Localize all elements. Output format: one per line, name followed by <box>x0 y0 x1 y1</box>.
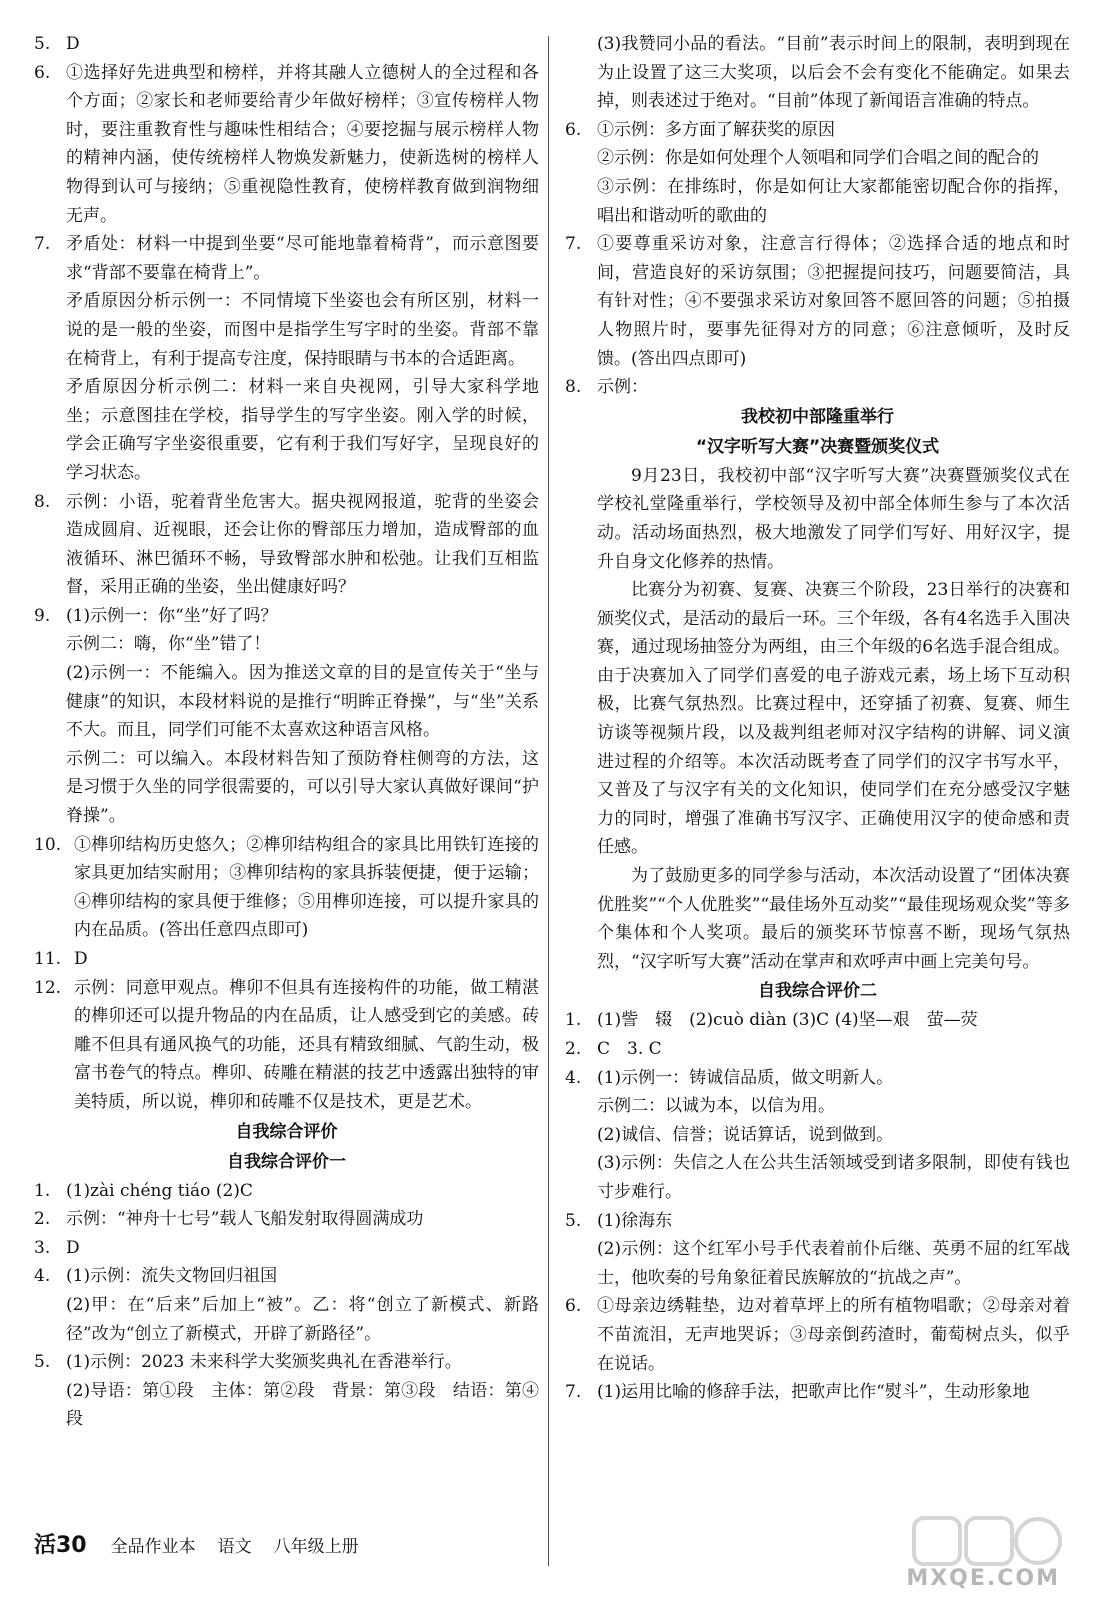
answer-text: 示例： <box>597 377 648 398</box>
section-heading: “汉字听写大赛”决赛暨颁奖仪式 <box>695 436 940 457</box>
answer-text: 9月23日，我校初中部“汉字听写大赛”决赛暨颁奖仪式在学校礼堂隆重举行，学校领导及初中部全体师生参与了本次活动。活动场面热烈，极大地激发了同学们写好、用好汉字，提升自身文化修养的热情。 <box>597 465 1070 572</box>
item-number: 7. <box>565 1382 582 1403</box>
answer-text: 矛盾处：材料一中提到坐要“尽可能地靠着椅背”，而示意图要求“背部不要靠在椅背上”。 <box>66 234 539 283</box>
answer-text: (2)导语：第①段 主体：第②段 背景：第③段 结语：第④段 <box>66 1380 539 1430</box>
item-number: 4. <box>565 1067 582 1088</box>
answer-text: (1)徐海东 <box>597 1210 673 1231</box>
item-number: 1. <box>565 1010 582 1031</box>
answer-text: ①榫卯结构历史悠久；②榫卯结构组合的家具比用铁钉连接的家具更加结实耐用；③榫卯结构的家具拆装便捷，便于运输；④榫卯结构的家具便于维修；⑤用榫卯连接，可以提升家具的内在品质。(答出任意四点即可) <box>74 834 539 941</box>
answer-text: C 3. C <box>597 1039 662 1059</box>
item-number: 4. <box>34 1266 51 1287</box>
answer-item <box>565 373 1070 402</box>
item-number: 12. <box>34 977 62 998</box>
answer-item <box>34 1234 539 1263</box>
answer-item <box>34 945 539 974</box>
answer-item <box>565 1207 1070 1293</box>
answer-item <box>34 602 539 831</box>
answer-text: D <box>74 949 88 969</box>
subject-label: 语文 <box>217 1537 252 1557</box>
answer-text: (1)示例：2023 未来科学大奖颁奖典礼在香港举行。 <box>66 1352 462 1373</box>
answer-text: ③示例：在排练时，你是如何让大家都能密切配合你的指挥，唱出和谐动听的歌曲的 <box>597 176 1070 226</box>
answer-text: 示例二：嗨，你“坐”错了！ <box>66 634 271 655</box>
item-number: 8. <box>565 377 582 398</box>
answer-text: 示例：“神舟十七号”载人飞船发射取得圆满成功 <box>66 1209 424 1230</box>
answer-text: 矛盾原因分析示例二：材料一来自央视网，引导大家科学地坐；示意图挂在学校，指导学生的写字坐姿。刚入学的时候，学会正确写字坐姿很重要，它有利于我们写好字，呈现良好的学习状态。 <box>66 377 539 483</box>
section-heading: 自我综合评价一 <box>227 1151 346 1172</box>
answer-text: (2)示例一：不能编入。因为推送文章的目的是宣传关于“坐与健康”的知识，本段材料说的是推行“明眸正脊操”，与“坐”关系不大。而且，同学们可能不太喜欢这种语言风格。 <box>66 663 539 741</box>
answer-text: 矛盾原因分析示例一：不同情境下坐姿也会有所区别，材料一说的是一般的坐姿，而图中是指学生写字时的坐姿。背部不靠在椅背上，有利于提高专注度，保持眼睛与书本的合适距离。 <box>66 291 539 369</box>
answer-item <box>565 1064 1070 1207</box>
page-footer <box>34 1528 381 1559</box>
answer-text: (2)示例：这个红军小号手代表着前仆后继、英勇不屈的红军战士，他吹奏的号角象征着民族解放的“抗战之声”。 <box>597 1239 1070 1288</box>
answer-text: ②示例：你是如何处理个人领唱和同学们合唱之间的配合的 <box>597 148 1039 169</box>
left-column <box>34 30 539 1434</box>
item-number: 6. <box>565 1296 582 1317</box>
answer-item <box>34 974 539 1117</box>
answer-text: (3)我赞同小品的看法。“目前”表示时间上的限制，表明到现在为止设置了这三大奖项，以后会不会有变化不能确定。如果去掉，则表述过于绝对。“目前”体现了新闻语言准确的特点。 <box>597 34 1070 112</box>
item-number: 9. <box>34 605 51 626</box>
item-number: 5. <box>565 1210 582 1231</box>
item-number: 5. <box>34 1352 51 1373</box>
answer-item <box>34 1262 539 1348</box>
item-number <box>565 462 597 977</box>
item-number: 7. <box>565 234 582 255</box>
item-number: 6. <box>34 62 51 83</box>
answer-text: (1)示例一：铸诚信品质，做文明新人。 <box>597 1067 894 1088</box>
answer-text: ①母亲边绣鞋垫，边对着草坪上的所有植物唱歌；②母亲对着不苗流泪，无声地哭诉；③母亲倒药渣时，葡萄树点头，似乎在说话。 <box>597 1296 1070 1374</box>
item-number: 2. <box>565 1039 582 1059</box>
answer-text: 示例二：以诚为本，以信为用。 <box>597 1096 835 1117</box>
grade-label: 八年级上册 <box>273 1537 359 1557</box>
answer-item <box>34 30 539 59</box>
answer-item <box>34 1348 539 1434</box>
item-number: 6. <box>565 119 582 140</box>
answer-text: ①示例：多方面了解获奖的原因 <box>597 119 835 140</box>
answer-text: (1)示例一：你“坐”好了吗？ <box>66 605 278 626</box>
item-number: 11. <box>34 949 62 969</box>
answer-item <box>565 1006 1070 1035</box>
item-number: 5. <box>34 34 51 54</box>
answer-text: (1)示例：流失文物回归祖国 <box>66 1266 278 1287</box>
item-number: 2. <box>34 1209 51 1230</box>
column-divider <box>548 36 549 1566</box>
answer-text: (1)zài chéng tiáo (2)C <box>66 1180 253 1201</box>
answer-item <box>565 1292 1070 1378</box>
answer-item <box>565 30 1070 116</box>
answer-text: (2)诚信、信誉；说话算话，说到做到。 <box>597 1124 894 1145</box>
answer-item <box>34 488 539 602</box>
answer-text: (1)訾 辍 (2)cuò diàn (3)C (4)坚—艰 萤—荧 <box>597 1010 978 1031</box>
answer-item <box>34 1177 539 1206</box>
section-heading: 自我综合评价二 <box>758 981 877 1002</box>
answer-item <box>34 230 539 487</box>
answer-item <box>565 1035 1070 1064</box>
answer-text: 示例：同意甲观点。榫卯不但具有连接构件的功能，做工精湛的榫卯还可以提升物品的内在品质，让人感受到它的美感。砖雕不但具有通风换气的功能，还具有精致细腻、气韵生动，极富书卷气的特点。榫卯、砖雕在精湛的技艺中透露出独特的审美特质，所以说，榫卯和砖雕不仅是技术，更是艺术。 <box>74 977 539 1112</box>
answer-item <box>565 116 1070 230</box>
answer-text: 示例二：可以编入。本段材料告知了预防脊柱侧弯的方法，这是习惯于久坐的同学很需要的，可以引导大家认真做好课间“护脊操”。 <box>66 748 539 827</box>
answer-text: (1)运用比喻的修辞手法，把歌声比作“熨斗”，生动形象地 <box>597 1382 1030 1403</box>
page-number: 活30 <box>34 1533 87 1558</box>
item-number: 10. <box>34 834 62 855</box>
answer-text: ①选择好先进典型和榜样，并将其融人立德树人的全过程和各个方面；②家长和老师要给青少年做好榜样；③宣传榜样人物时，要注重教育性与趣味性相结合；④要挖掘与展示榜样人物的精神内涵，使传统榜样人物焕发新魅力，使新选树的榜样人物得到认可与接纳；⑤重视隐性教育，使榜样教育做到润物细无声。 <box>66 62 539 226</box>
answer-text: (2)甲：在“后来”后加上“被”。乙：将“创立了新模式、新路径”改为“创立了新模式，开辟了新路径”。 <box>66 1294 539 1344</box>
section-heading: 自我综合评价 <box>235 1121 338 1142</box>
answer-text: D <box>66 1237 80 1258</box>
item-number <box>565 30 597 116</box>
book-title: 全品作业本 <box>110 1537 196 1557</box>
answer-item <box>565 230 1070 373</box>
item-number: 8. <box>34 491 51 512</box>
answer-text: (3)示例：失信之人在公共生活领域受到诸多限制，即使有钱也寸步难行。 <box>597 1153 1070 1202</box>
answer-item <box>34 59 539 231</box>
answer-item <box>565 1378 1070 1407</box>
answer-text: 为了鼓励更多的同学参与活动，本次活动设置了“团体决赛优胜奖”“个人优胜奖”“最佳场外互动奖”“最佳现场观众奖”等多个集体和个人奖项。最后的颁奖环节惊喜不断，现场气氛热烈，“汉字听写大赛”活动在掌声和欢呼声中画上完美句号。 <box>597 866 1070 972</box>
watermark-text: MXQE.COM <box>906 1566 1060 1591</box>
answer-text: 比赛分为初赛、复赛、决赛三个阶段，23日举行的决赛和颁奖仪式，是活动的最后一环。三个年级，各有4名选手入围决赛，通过现场抽签分为两组，由三个年级的6名选手混合组成。由于决赛加入了同学们喜爱的电子游戏元素，场上场下互动积极，比赛气氛热烈。比赛过程中，还穿插了初赛、复赛、师生访谈等视频片段，以及裁判组老师对汉字结构的讲解、词义演进过程的介绍等。本次活动既考查了同学们的汉字书写水平，又普及了与汉字有关的文化知识，使同学们在充分感受汉字魅力的同时，增强了准确书写汉字、正确使用汉字的使命感和责任感。 <box>597 580 1070 858</box>
answer-text: ①要尊重采访对象，注意言行得体；②选择合适的地点和时间，营造良好的采访氛围；③把握提问技巧，问题要简洁，具有针对性；④不要强求采访对象回答不愿回答的问题；⑤拍摄人物照片时，要事先征得对方的同意；⑥注意倾听，及时反馈。(答出四点即可) <box>597 234 1070 369</box>
item-number: 3. <box>34 1237 51 1258</box>
answer-item <box>34 1205 539 1234</box>
section-heading: 我校初中部隆重举行 <box>741 406 894 427</box>
answer-text: D <box>66 34 80 54</box>
item-number: 7. <box>34 234 51 255</box>
answer-item <box>34 831 539 945</box>
answer-item <box>565 462 1070 977</box>
right-column <box>565 30 1070 1407</box>
item-number: 1. <box>34 1180 51 1201</box>
answer-text: 示例：小语，驼着背坐危害大。据央视网报道，驼背的坐姿会造成圆肩、近视眼，还会让你的臀部压力增加，造成臀部的血液循环、淋巴循环不畅，导致臀部水肿和松弛。让我们互相监督，采用正确的坐姿，坐出健康好吗？ <box>66 491 539 598</box>
